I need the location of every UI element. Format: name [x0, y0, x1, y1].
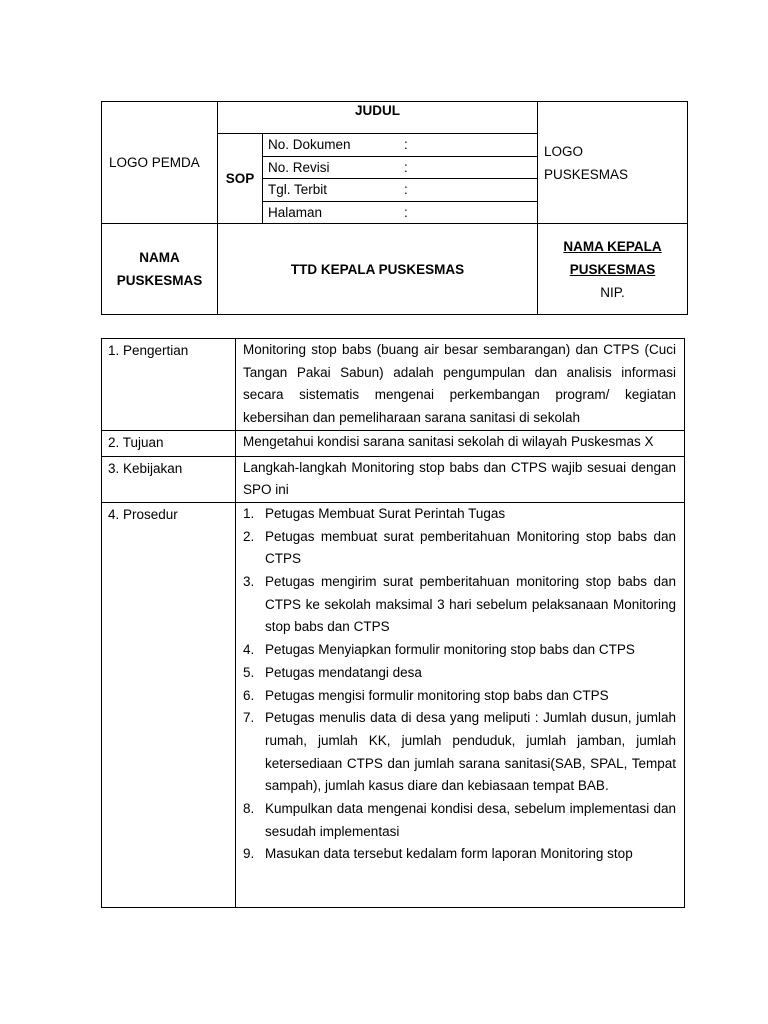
judul-cell — [218, 102, 538, 134]
meta-row-tgl-terbit — [263, 179, 538, 202]
procedure-step — [243, 685, 676, 708]
procedure-step — [243, 798, 676, 843]
section-label: 1. Pengertian — [102, 339, 236, 431]
step-text: Petugas Membuat Surat Perintah Tugas — [265, 505, 506, 521]
logo-pemda-cell — [102, 102, 218, 224]
logo-puskesmas-cell — [538, 102, 688, 224]
step-number: 3. — [243, 574, 255, 590]
logo-puskesmas-line2: PUSKESMAS — [544, 166, 629, 182]
meta-row-no-revisi — [263, 156, 538, 179]
step-text: Petugas menulis data di desa yang meliputi : Jumlah dusun, jumlah rumah, jumlah KK, jumlah penduduk, jumlah jamban, jumlah ketersediaan CTPS dan jumlah sarana sanitasi(SAB, SPAL, Tempat sampah), jumlah kasus diare dan kebiasaan tempat BAB. — [265, 710, 676, 794]
step-number: 2. — [243, 528, 255, 544]
step-text: Petugas mengirim surat pemberitahuan monitoring stop babs dan CTPS ke sekolah maksimal 3 hari sebelum pelaksanaan Monitoring stop babs dan CTPS — [265, 574, 676, 635]
judul-text: JUDUL — [355, 103, 401, 118]
nama-puskesmas-line2: PUSKESMAS — [116, 273, 203, 288]
meta-separator: : — [404, 137, 408, 153]
row-prosedur — [102, 502, 685, 907]
section-label: 2. Tujuan — [102, 430, 236, 456]
meta-separator: : — [404, 159, 408, 175]
step-number: 6. — [243, 687, 255, 703]
step-text: Petugas mengisi formulir monitoring stop babs dan CTPS — [265, 687, 609, 703]
nama-kepala-line1: NAMA KEPALA — [563, 238, 662, 254]
section-label: 4. Prosedur — [102, 502, 236, 907]
step-number: 4. — [243, 642, 255, 658]
meta-row-halaman — [263, 201, 538, 224]
nama-kepala-cell — [538, 224, 688, 315]
tujuan-text: Mengetahui kondisi sarana sanitasi sekolah di wilayah Puskesmas X — [236, 430, 685, 456]
meta-row-no-dokumen — [263, 134, 538, 157]
procedure-step — [243, 503, 676, 526]
procedure-step — [243, 843, 676, 866]
pengertian-text: Monitoring stop babs (buang air besar sembarangan) dan CTPS (Cuci Tangan Pakai Sabun) adalah pengumpulan dan analisis informasi secara sistematis mengenai perkembangan program/ kegiatan kebersihan dan pemeliharaan sarana sanitasi di sekolah — [236, 339, 685, 431]
sop-content-table — [101, 338, 685, 908]
logo-pemda-text: LOGO PEMDA — [109, 155, 200, 170]
prosedur-cell — [236, 502, 685, 907]
step-text: Masukan data tersebut kedalam form laporan Monitoring stop — [265, 846, 633, 862]
nip-label: NIP. — [600, 284, 625, 300]
nama-puskesmas-cell — [102, 224, 218, 315]
nama-puskesmas-line1: NAMA — [139, 250, 180, 265]
procedure-step — [243, 662, 676, 685]
sop-label: SOP — [225, 171, 255, 186]
nama-kepala-line2: PUSKESMAS — [569, 261, 656, 277]
procedure-step — [243, 707, 676, 798]
step-number: 5. — [243, 664, 255, 680]
procedure-step — [243, 571, 676, 639]
sop-cell — [218, 134, 263, 224]
section-label: 3. Kebijakan — [102, 456, 236, 502]
procedure-list — [243, 503, 676, 866]
meta-label: No. Revisi — [268, 159, 330, 175]
ttd-text: TTD KEPALA PUSKESMAS — [290, 261, 465, 277]
meta-label: Tgl. Terbit — [268, 182, 328, 198]
step-number: 9. — [243, 846, 255, 862]
row-pengertian — [102, 339, 685, 431]
step-number: 7. — [243, 710, 255, 726]
meta-label: No. Dokumen — [268, 137, 351, 153]
sop-header-table — [101, 101, 688, 315]
row-kebijakan — [102, 456, 685, 502]
meta-separator: : — [404, 204, 408, 220]
step-text: Petugas Menyiapkan formulir monitoring stop babs dan CTPS — [265, 642, 635, 658]
ttd-cell — [218, 224, 538, 315]
meta-separator: : — [404, 182, 408, 198]
step-number: 1. — [243, 505, 255, 521]
logo-puskesmas-line1: LOGO — [544, 143, 584, 159]
step-text: Kumpulkan data mengenai kondisi desa, sebelum implementasi dan sesudah implementasi — [265, 801, 676, 839]
step-text: Petugas mendatangi desa — [265, 664, 422, 680]
row-tujuan — [102, 430, 685, 456]
meta-label: Halaman — [268, 204, 323, 220]
kebijakan-text: Langkah-langkah Monitoring stop babs dan CTPS wajib sesuai dengan SPO ini — [236, 456, 685, 502]
procedure-step — [243, 639, 676, 662]
step-text: Petugas membuat surat pemberitahuan Monitoring stop babs dan CTPS — [265, 528, 676, 567]
procedure-step — [243, 526, 676, 571]
step-number: 8. — [243, 801, 255, 817]
